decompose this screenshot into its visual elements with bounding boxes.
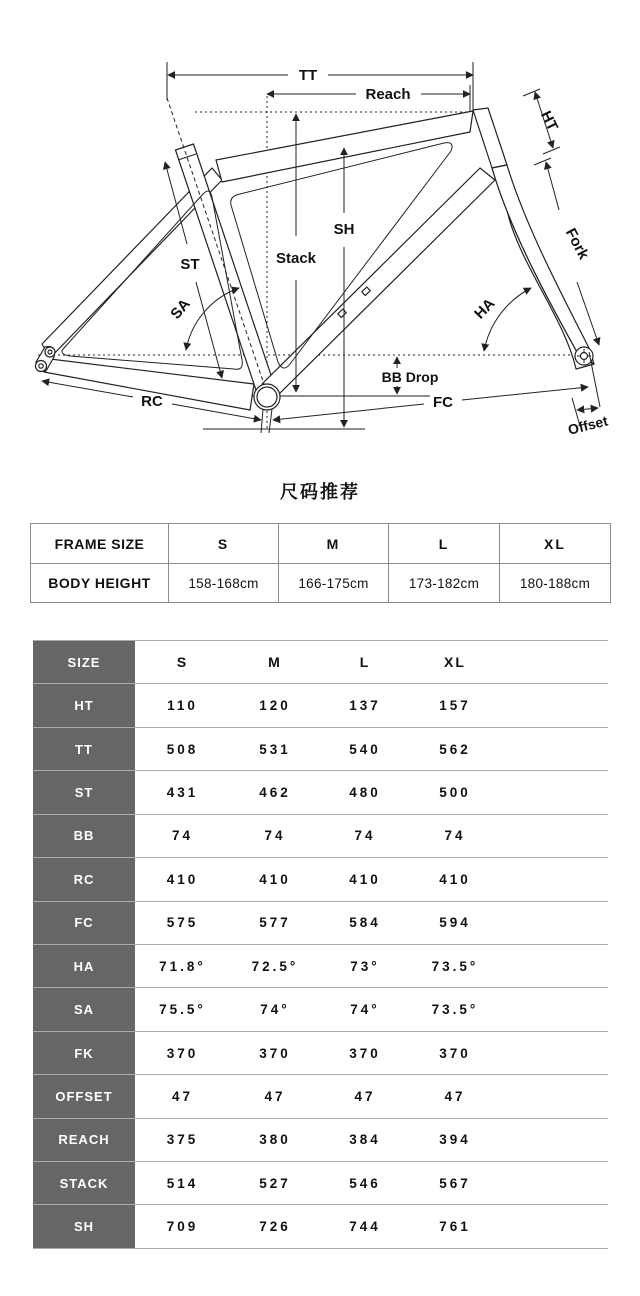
table-row [33,858,608,901]
cell-value: 480 [320,771,410,814]
filler-cell [500,858,608,901]
steering-axis-extension [589,352,600,407]
cell-value: 726 [230,1205,320,1248]
cell-value: 567 [410,1162,500,1205]
cell-value: 370 [230,1031,320,1074]
label-stack: Stack [275,250,317,267]
table-row [33,727,608,770]
cell-value: 514 [135,1162,230,1205]
filler-cell [500,727,608,770]
fork-tick [534,158,551,165]
cell-value: 562 [410,727,500,770]
row-label: ST [33,771,135,814]
cell-value: 71.8° [135,944,230,987]
filler-cell [500,944,608,987]
table-row [33,771,608,814]
table-row [33,1031,608,1074]
cell-value: 540 [320,727,410,770]
table-row [33,1162,608,1205]
row-label: SH [33,1205,135,1248]
st-dim-line [196,282,222,378]
cell-value: 380 [230,1118,320,1161]
cell-value: XL [500,524,611,564]
table-row [33,988,608,1031]
cell-value: 384 [320,1118,410,1161]
label-fork: Fork [561,225,593,263]
cell-value: 584 [320,901,410,944]
cell-value: 47 [230,1075,320,1118]
cell-value: 73° [320,944,410,987]
row-label: FK [33,1031,135,1074]
filler-cell [500,684,608,727]
cell-value: 709 [135,1205,230,1248]
filler-cell [500,1205,608,1248]
offset-arrow [577,408,598,410]
filler-cell [500,641,608,684]
cell-value: 394 [410,1118,500,1161]
cell-value: 110 [135,684,230,727]
cell-value: 74 [320,814,410,857]
row-label: REACH [33,1118,135,1161]
front-axle-inner [581,353,588,360]
cell-value: 527 [230,1162,320,1205]
filler-cell [500,1075,608,1118]
cell-value: 47 [410,1075,500,1118]
table-row [31,564,611,603]
cell-value: 75.5° [135,988,230,1031]
cell-value: 72.5° [230,944,320,987]
cell-value: 370 [135,1031,230,1074]
filler-cell [500,1118,608,1161]
cell-value: 594 [410,901,500,944]
cell-value: 47 [320,1075,410,1118]
row-label: STACK [33,1162,135,1205]
label-ht: HT [537,108,562,134]
filler-cell [500,771,608,814]
label-offset: Offset [566,412,610,438]
cell-value: 158-168cm [169,564,279,603]
cell-value: 531 [230,727,320,770]
label-reach: Reach [365,86,411,103]
cell-value: 157 [410,684,500,727]
cell-value: 166-175cm [279,564,389,603]
label-sa: SA [167,295,194,323]
size-recommendation-title: 尺码推荐 [280,482,360,502]
cell-value: M [279,524,389,564]
filler-cell [500,901,608,944]
row-label: BB [33,814,135,857]
cell-value: 410 [230,858,320,901]
fork-blade-front [492,165,594,364]
cell-value: 74 [135,814,230,857]
cell-value: 137 [320,684,410,727]
cell-value: 508 [135,727,230,770]
cell-value: 546 [320,1162,410,1205]
cell-value: 410 [135,858,230,901]
cell-value: 74 [230,814,320,857]
row-label: SIZE [33,641,135,684]
table-row [33,1075,608,1118]
cell-value: 74 [410,814,500,857]
cell-value: 462 [230,771,320,814]
bottom-bracket-inner [257,387,277,407]
cell-value: 73.5° [410,944,500,987]
frame-geometry-diagram [0,0,640,470]
cell-value: 74° [320,988,410,1031]
cell-value: 410 [410,858,500,901]
cell-value: 500 [410,771,500,814]
cell-value: 47 [135,1075,230,1118]
label-st: ST [180,256,200,273]
label-fc: FC [433,394,453,411]
geometry-header-row [33,641,608,684]
cell-value: 744 [320,1205,410,1248]
cell-value: 73.5° [410,988,500,1031]
seat-tube-axis [167,98,268,396]
size-column-header: M [230,641,320,684]
cell-value: 431 [135,771,230,814]
row-label: FC [33,901,135,944]
cell-value: 74° [230,988,320,1031]
filler-cell [500,1031,608,1074]
row-label: HT [33,684,135,727]
cell-value: 761 [410,1205,500,1248]
fork-dim-line [546,162,559,210]
table-row [33,1118,608,1161]
filler-cell [500,814,608,857]
table-row [33,901,608,944]
table-row [33,944,608,987]
head-tube [473,108,507,168]
table-row [31,524,611,564]
rear-axle-inner [39,364,43,368]
row-label: BODY HEIGHT [31,564,169,603]
row-label: OFFSET [33,1075,135,1118]
fc-dim-line [462,387,588,400]
dropout-circle-inner [48,350,52,354]
row-label: SA [33,988,135,1031]
fc-dim-line [273,404,424,420]
table-row [33,814,608,857]
cell-value: S [169,524,279,564]
cell-value: 375 [135,1118,230,1161]
table-row [33,1205,608,1248]
size-column-header: XL [410,641,500,684]
label-bb-drop: BB Drop [381,369,439,385]
row-label: FRAME SIZE [31,524,169,564]
cell-value: 370 [410,1031,500,1074]
geometry-table [33,640,608,1249]
table-row [33,684,608,727]
frame-size-table [30,523,611,603]
ha-angle-arc [484,288,531,351]
geometry-table-body [33,641,608,1249]
size-column-header: S [135,641,230,684]
size-column-header: L [320,641,410,684]
down-tube [262,168,495,399]
row-label: TT [33,727,135,770]
cell-value: 120 [230,684,320,727]
cell-value: 180-188cm [500,564,611,603]
row-label: RC [33,858,135,901]
cell-value: 370 [320,1031,410,1074]
frame-size-table-body [31,524,611,603]
filler-cell [500,988,608,1031]
cell-value: 410 [320,858,410,901]
label-ha: HA [471,295,499,323]
cell-value: 575 [135,901,230,944]
cell-value: 173-182cm [389,564,500,603]
cell-value: 577 [230,901,320,944]
row-label: HA [33,944,135,987]
tt-tick [167,62,473,110]
label-sh: SH [333,221,355,238]
label-tt: TT [298,67,318,84]
cell-value: L [389,524,500,564]
filler-cell [500,1162,608,1205]
label-rc: RC [141,393,163,410]
